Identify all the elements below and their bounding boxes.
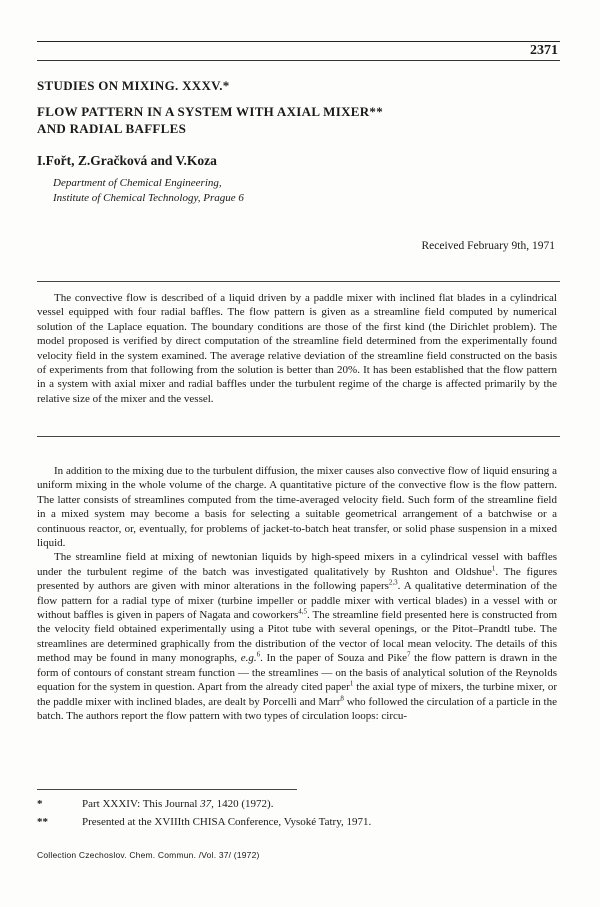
paragraph-1: In addition to the mixing due to the turbulent diffusion, the mixer causes also convective flow of liquid ensuring a uniform mixing in the whole volume of the charge. A quantitative picture of the convective flow is the flow pattern. The latter consists of streamlines computed from the time-averaged velocity field. Such form of the streamline field in a mixed system may become a basis for selecting a suitable geometrical arrangement of a batchwise or a continuous reactor, or, eventually, for problems of jacket-to-batch heat transfer, or solid phase suspension in a mixed liquid.: [37, 465, 557, 550]
journal-citation: Collection Czechoslov. Chem. Commun. /Vol. 37/ (1972): [37, 850, 260, 860]
body-text: [37, 464, 557, 723]
citation-ref: 7: [406, 650, 411, 659]
authors: I.Fořt, Z.Gračková and V.Koza: [37, 153, 217, 168]
footnote-1: * Part XXXIV: This Journal 37, 1420 (1972).: [37, 798, 274, 810]
top-rule: [37, 41, 560, 42]
citation-ref: 4,5: [298, 607, 307, 616]
paragraph-2: The streamline field at mixing of newtonian liquids by high-speed mixers in a cylindrical vessel with baffles under the turbulent regime of the batch was investigated qualitatively by Rushton and Oldshue$^1$. The figures presented by authors are given with minor alterations in the following papers$^{2,3}$. A qualitative determination of the flow pattern for a radial type of mixer (turbine impeller or paddle mixer with vertical blades) in a vessel with or without baffles is given in papers of Nagata and coworkers$^{4,5}$. The streamline field presented here is constructed from the velocity field obtained experimentally using a Pitot tube with several openings, or the Pitot–Prandtl tube. The streamlines are determined graphically from the distribution of the vector of local mean velocity. The details of this method may be found in many monographs, e.g.$^6$. In the paper of Souza and Pike$^7$ the flow pattern is drawn in the form of contours of constant stream function — the streamlines — on the basis of analytical solution of the Reynolds equation for the system in question. Apart from the already cited paper$^1$ the axial type of mixers, the turbine mixer, or the paddle mixer with inclined blades, are dealt by Porcelli and Marr$^8$ who followed the circulation of a particle in the batch. The authors report the flow pattern with two types of circulation loops: circu-: [37, 551, 558, 722]
affiliation-line-1: Department of Chemical Engineering,: [53, 177, 222, 189]
citation-ref: 1: [491, 564, 496, 573]
page-number: 2371: [530, 43, 558, 58]
abstract-rule-top: [37, 281, 560, 282]
abstract: [37, 291, 557, 406]
received-date: Received February 9th, 1971: [421, 240, 555, 252]
footnote-rule: [37, 789, 297, 790]
header-rule: [37, 60, 560, 61]
citation-ref: 8: [340, 693, 344, 702]
footnote-2: ** Presented at the XVIIIth CHISA Conference, Vysoké Tatry, 1971.: [37, 816, 372, 828]
citation-ref: 6: [256, 650, 261, 659]
abstract-text: The convective flow is described of a liquid driven by a paddle mixer with inclined flat blades in a cylindrical vessel equipped with four radial baffles. The flow pattern is given as a streamline field computed by numerical solution of the Laplace equation. The boundary conditions are those of the first kind (the Dirichlet problem). The model proposed is verified by direct computation of the streamline field determined from the experimentally found velocity field in the system examined. The average relative deviation of the streamline field constructed on the basis of experiments from that following from the solution is better than 20%. It has been established that the flow pattern in a system with axial mixer and radial baffles under the turbulent regime of the charge is affected primarily by the relative size of the mixer and the vessel.: [37, 292, 557, 405]
citation-ref: 1: [349, 679, 354, 688]
affiliation-line-2: Institute of Chemical Technology, Prague 6: [53, 192, 244, 204]
title-line-1: STUDIES ON MIXING. XXXV.*: [37, 78, 230, 93]
abstract-rule-bottom: [37, 436, 560, 437]
title-line-2: FLOW PATTERN IN A SYSTEM WITH AXIAL MIXER**: [37, 104, 384, 119]
title-line-3: AND RADIAL BAFFLES: [37, 121, 187, 136]
footnote-mark: *: [37, 798, 43, 810]
footnote-mark: **: [37, 816, 48, 828]
citation-ref: 2,3: [388, 578, 398, 587]
